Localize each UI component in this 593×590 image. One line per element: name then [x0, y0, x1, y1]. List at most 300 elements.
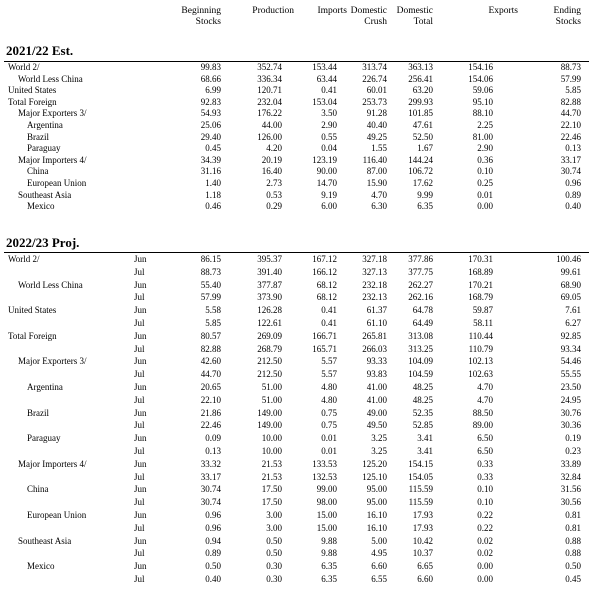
cell-value: 6.35: [417, 201, 433, 212]
header-beginning-stocks-line2: Stocks: [195, 17, 221, 27]
cell-value: 133.53: [312, 458, 337, 469]
cell-value: 0.89: [565, 189, 581, 200]
cell-value: 49.50: [366, 420, 387, 431]
row-label: World Less China: [18, 279, 83, 290]
cell-value: 327.13: [362, 266, 387, 277]
cell-value: 0.01: [477, 189, 493, 200]
cell-value: 95.00: [366, 497, 387, 508]
cell-value: 22.10: [560, 119, 581, 130]
cell-value: 15.90: [366, 177, 387, 188]
cell-value: 268.79: [257, 343, 282, 354]
cell-value: 33.89: [560, 458, 581, 469]
table-row: [0, 483, 593, 496]
cell-value: 10.37: [412, 548, 433, 559]
cell-value: 0.89: [205, 548, 221, 559]
cell-value: 5.00: [371, 535, 387, 546]
cell-value: 52.50: [412, 131, 433, 142]
cell-value: 86.15: [200, 254, 221, 264]
cell-value: 0.50: [565, 561, 581, 572]
table-row: [0, 279, 593, 292]
cell-value: 33.17: [200, 471, 221, 482]
row-label: Southeast Asia: [18, 189, 72, 200]
cell-value: 58.11: [473, 317, 493, 328]
cell-value: 265.81: [362, 330, 387, 341]
row-month: Jul: [134, 573, 145, 584]
cell-value: 313.25: [408, 343, 433, 354]
table-row: [0, 266, 593, 279]
table-row: [0, 573, 593, 586]
row-month: Jul: [134, 548, 145, 559]
cell-value: 6.60: [417, 573, 433, 584]
cell-value: 30.74: [560, 166, 581, 177]
cell-value: 4.80: [321, 394, 337, 405]
cell-value: 7.61: [565, 305, 581, 316]
cell-value: 377.86: [408, 254, 433, 264]
cell-value: 110.44: [468, 330, 493, 341]
cell-value: 0.81: [565, 522, 581, 533]
cell-value: 48.25: [412, 394, 433, 405]
cell-value: 0.33: [477, 458, 493, 469]
row-label: World 2/: [8, 62, 40, 72]
cell-value: 0.00: [477, 561, 493, 572]
cell-value: 166.71: [312, 330, 337, 341]
cell-value: 125.10: [362, 471, 387, 482]
cell-value: 17.50: [261, 484, 282, 495]
row-month: Jun: [134, 381, 147, 392]
row-label: European Union: [27, 509, 87, 520]
cell-value: 34.39: [200, 154, 221, 165]
cell-value: 5.85: [205, 317, 221, 328]
cell-value: 82.88: [200, 343, 221, 354]
cell-value: 0.29: [266, 201, 282, 212]
cell-value: 30.56: [560, 497, 581, 508]
cell-value: 16.10: [366, 522, 387, 533]
cell-value: 226.74: [362, 73, 387, 84]
cell-value: 0.22: [477, 509, 493, 520]
cell-value: 2.73: [266, 177, 282, 188]
cell-value: 262.27: [408, 279, 433, 290]
table-row: [0, 304, 593, 317]
table-row: [0, 432, 593, 445]
row-label: United States: [8, 305, 57, 316]
row-label: Total Foreign: [8, 96, 57, 107]
cell-value: 115.59: [408, 484, 433, 495]
cell-value: 10.00: [261, 445, 282, 456]
cell-value: 170.21: [468, 279, 493, 290]
row-month: Jul: [134, 522, 145, 533]
cell-value: 95.10: [472, 96, 493, 107]
cell-value: 3.00: [266, 522, 282, 533]
cell-value: 99.61: [560, 266, 581, 277]
row-month: Jul: [134, 266, 145, 277]
cell-value: 115.59: [408, 497, 433, 508]
row-month: Jun: [134, 254, 147, 264]
cell-value: 3.00: [266, 509, 282, 520]
header-production-line1: Production: [252, 6, 294, 16]
cell-value: 167.12: [312, 254, 337, 264]
cell-value: 0.53: [266, 189, 282, 200]
cell-value: 0.94: [205, 535, 221, 546]
cell-value: 42.60: [200, 356, 221, 367]
header-domestic-total: [397, 6, 433, 28]
cell-value: 0.45: [205, 143, 221, 154]
header-ending-stocks-line2: Stocks: [555, 17, 581, 27]
row-label: Brazil: [27, 131, 49, 142]
row-label: Southeast Asia: [18, 535, 72, 546]
cell-value: 21.53: [261, 458, 282, 469]
cell-value: 0.10: [477, 484, 493, 495]
cell-value: 61.10: [366, 317, 387, 328]
cell-value: 17.62: [412, 177, 433, 188]
cell-value: 51.00: [261, 394, 282, 405]
table-row: [0, 471, 593, 484]
table-row: [0, 62, 593, 74]
cell-value: 126.28: [257, 305, 282, 316]
cell-value: 33.32: [200, 458, 221, 469]
cell-value: 5.57: [321, 356, 337, 367]
cell-value: 4.80: [321, 381, 337, 392]
cell-value: 22.46: [200, 420, 221, 431]
cell-value: 22.10: [200, 394, 221, 405]
cell-value: 9.88: [321, 548, 337, 559]
cell-value: 5.85: [565, 85, 581, 96]
cell-value: 391.40: [257, 266, 282, 277]
cell-value: 120.71: [257, 85, 282, 96]
cell-value: 6.55: [371, 573, 387, 584]
section-title-2021-22: 2021/22 Est.: [6, 43, 74, 58]
cell-value: 44.70: [560, 108, 581, 119]
cell-value: 41.00: [366, 394, 387, 405]
cell-value: 101.85: [408, 108, 433, 119]
cell-value: 232.18: [362, 279, 387, 290]
cell-value: 68.12: [316, 279, 337, 290]
cell-value: 55.40: [200, 279, 221, 290]
cell-value: 6.35: [321, 573, 337, 584]
row-month: Jun: [134, 458, 147, 469]
cell-value: 269.09: [257, 330, 282, 341]
cell-value: 170.31: [468, 254, 493, 264]
cell-value: 89.00: [472, 420, 493, 431]
cell-value: 0.75: [321, 420, 337, 431]
row-label: World Less China: [18, 73, 83, 84]
cell-value: 0.02: [477, 548, 493, 559]
cell-value: 68.90: [560, 279, 581, 290]
cell-value: 6.27: [565, 317, 581, 328]
cell-value: 57.99: [560, 73, 581, 84]
row-month: Jun: [134, 356, 147, 367]
cell-value: 327.18: [362, 254, 387, 264]
cell-value: 0.96: [205, 522, 221, 533]
row-month: Jul: [134, 369, 145, 380]
table-row: [0, 190, 593, 202]
cell-value: 395.37: [257, 254, 282, 264]
cell-value: 100.46: [556, 254, 581, 264]
header-domestic-total-line1: Domestic: [396, 6, 433, 16]
cell-value: 10.00: [261, 433, 282, 444]
cell-value: 88.73: [560, 62, 581, 72]
cell-value: 15.00: [316, 509, 337, 520]
cell-value: 266.03: [362, 343, 387, 354]
cell-value: 0.10: [477, 497, 493, 508]
cell-value: 87.00: [366, 166, 387, 177]
cell-value: 55.55: [560, 369, 581, 380]
cell-value: 4.70: [477, 394, 493, 405]
header-domestic-crush: [351, 6, 387, 28]
table-row: [0, 509, 593, 522]
cell-value: 0.23: [565, 445, 581, 456]
cell-value: 30.36: [560, 420, 581, 431]
cell-value: 0.41: [321, 317, 337, 328]
cell-value: 59.87: [472, 305, 493, 316]
cell-value: 154.16: [468, 62, 493, 72]
cell-value: 0.00: [477, 201, 493, 212]
header-exports-line1: Exports: [488, 6, 518, 16]
cell-value: 0.36: [477, 154, 493, 165]
row-month: Jun: [134, 433, 147, 444]
cell-value: 17.93: [412, 509, 433, 520]
cell-value: 30.74: [200, 484, 221, 495]
cell-value: 1.67: [417, 143, 433, 154]
cell-value: 25.06: [200, 119, 221, 130]
cell-value: 3.25: [371, 433, 387, 444]
cell-value: 2.25: [477, 119, 493, 130]
cell-value: 64.78: [412, 305, 433, 316]
table-row: [0, 522, 593, 535]
section-title-2022-23: 2022/23 Proj.: [6, 235, 80, 250]
table-row: [0, 368, 593, 381]
cell-value: 9.19: [321, 189, 337, 200]
row-label: Argentina: [27, 381, 63, 392]
cell-value: 212.50: [257, 369, 282, 380]
cell-value: 6.99: [205, 85, 221, 96]
cell-value: 1.55: [371, 143, 387, 154]
cell-value: 4.95: [371, 548, 387, 559]
cell-value: 6.60: [371, 561, 387, 572]
cell-value: 4.70: [477, 381, 493, 392]
table-row: [0, 166, 593, 178]
cell-value: 52.85: [412, 420, 433, 431]
cell-value: 0.13: [565, 143, 581, 154]
cell-value: 69.05: [560, 292, 581, 303]
cell-value: 253.73: [362, 96, 387, 107]
cell-value: 0.01: [321, 433, 337, 444]
cell-value: 212.50: [257, 356, 282, 367]
cell-value: 41.00: [366, 381, 387, 392]
cell-value: 99.00: [316, 484, 337, 495]
row-label: Major Exporters 3/: [18, 108, 87, 119]
cell-value: 6.50: [477, 433, 493, 444]
cell-value: 52.35: [412, 407, 433, 418]
cell-value: 377.87: [257, 279, 282, 290]
cell-value: 31.16: [200, 166, 221, 177]
row-month: Jun: [134, 535, 147, 546]
table-row: [0, 291, 593, 304]
cell-value: 153.04: [312, 96, 337, 107]
cell-value: 0.46: [205, 201, 221, 212]
cell-value: 44.00: [261, 119, 282, 130]
cell-value: 0.01: [321, 445, 337, 456]
cell-value: 363.13: [408, 62, 433, 72]
cell-value: 176.22: [257, 108, 282, 119]
cell-value: 132.53: [312, 471, 337, 482]
table-body-2022-23: [0, 253, 593, 586]
table-row: [0, 132, 593, 144]
cell-value: 63.20: [412, 85, 433, 96]
cell-value: 51.00: [261, 381, 282, 392]
cell-value: 31.56: [560, 484, 581, 495]
header-domestic-crush-line2: Crush: [364, 17, 387, 27]
table-row: [0, 394, 593, 407]
cell-value: 16.40: [261, 166, 282, 177]
table-row: [0, 355, 593, 368]
cell-value: 23.50: [560, 381, 581, 392]
row-label: Argentina: [27, 119, 63, 130]
cell-value: 0.88: [565, 535, 581, 546]
cell-value: 68.66: [200, 73, 221, 84]
table-row: [0, 155, 593, 167]
row-month: Jun: [134, 305, 147, 316]
cell-value: 313.74: [362, 62, 387, 72]
cell-value: 106.72: [408, 166, 433, 177]
cell-value: 110.79: [468, 343, 493, 354]
row-label: Mexico: [27, 201, 55, 212]
cell-value: 6.35: [321, 561, 337, 572]
cell-value: 0.13: [205, 445, 221, 456]
cell-value: 16.10: [366, 509, 387, 520]
row-month: Jul: [134, 317, 145, 328]
cell-value: 33.17: [560, 154, 581, 165]
cell-value: 9.88: [321, 535, 337, 546]
cell-value: 373.90: [257, 292, 282, 303]
row-label: Total Foreign: [8, 330, 57, 341]
table-body-2021-22: [0, 62, 593, 213]
cell-value: 0.88: [565, 548, 581, 559]
cell-value: 0.45: [565, 573, 581, 584]
cell-value: 3.41: [417, 445, 433, 456]
cell-value: 14.70: [316, 177, 337, 188]
cell-value: 60.01: [366, 85, 387, 96]
cell-value: 3.25: [371, 445, 387, 456]
cell-value: 116.40: [362, 154, 387, 165]
header-production: [252, 6, 294, 17]
cell-value: 232.04: [257, 96, 282, 107]
cell-value: 377.75: [408, 266, 433, 277]
cell-value: 0.41: [321, 305, 337, 316]
cell-value: 165.71: [312, 343, 337, 354]
cell-value: 232.13: [362, 292, 387, 303]
header-ending-stocks: [554, 6, 581, 28]
row-label: Mexico: [27, 561, 55, 572]
cell-value: 6.65: [417, 561, 433, 572]
cell-value: 0.40: [565, 201, 581, 212]
cell-value: 168.79: [468, 292, 493, 303]
cell-value: 82.88: [560, 96, 581, 107]
cell-value: 0.30: [266, 573, 282, 584]
table-row: [0, 108, 593, 120]
cell-value: 2.90: [477, 143, 493, 154]
row-label: Major Importers 4/: [18, 154, 87, 165]
table-row: [0, 330, 593, 343]
cell-value: 1.40: [205, 177, 221, 188]
row-month: Jul: [134, 420, 145, 431]
header-ending-stocks-line1: Ending: [553, 6, 581, 16]
cell-value: 2.90: [321, 119, 337, 130]
cell-value: 95.00: [366, 484, 387, 495]
cell-value: 59.06: [472, 85, 493, 96]
cell-value: 299.93: [408, 96, 433, 107]
cell-value: 313.08: [408, 330, 433, 341]
cell-value: 168.89: [468, 266, 493, 277]
cell-value: 5.57: [321, 369, 337, 380]
header-imports-line1: Imports: [317, 6, 347, 16]
cell-value: 126.00: [257, 131, 282, 142]
cell-value: 63.44: [316, 73, 337, 84]
cell-value: 17.93: [412, 522, 433, 533]
cell-value: 29.40: [200, 131, 221, 142]
cell-value: 6.30: [371, 201, 387, 212]
cell-value: 10.42: [412, 535, 433, 546]
row-label: European Union: [27, 177, 87, 188]
cell-value: 0.33: [477, 471, 493, 482]
cell-value: 81.00: [472, 131, 493, 142]
cell-value: 5.58: [205, 305, 221, 316]
table-row: [0, 178, 593, 190]
table-row: [0, 317, 593, 330]
cell-value: 54.93: [200, 108, 221, 119]
row-label: Major Importers 4/: [18, 458, 87, 469]
cell-value: 256.41: [408, 73, 433, 84]
cell-value: 61.37: [366, 305, 387, 316]
cell-value: 166.12: [312, 266, 337, 277]
row-month: Jul: [134, 471, 145, 482]
row-label: Major Exporters 3/: [18, 356, 87, 367]
cell-value: 153.44: [312, 62, 337, 72]
cell-value: 336.34: [257, 73, 282, 84]
cell-value: 149.00: [257, 420, 282, 431]
row-month: Jul: [134, 497, 145, 508]
cell-value: 0.55: [321, 131, 337, 142]
header-exports: [488, 6, 518, 17]
cell-value: 0.04: [321, 143, 337, 154]
row-month: Jul: [134, 445, 145, 456]
header-domestic-total-line2: Total: [413, 17, 433, 27]
cell-value: 102.13: [468, 356, 493, 367]
table-row: [0, 253, 593, 266]
cell-value: 0.09: [205, 433, 221, 444]
cell-value: 122.61: [257, 317, 282, 328]
table-row: [0, 120, 593, 132]
row-month: Jun: [134, 484, 147, 495]
cell-value: 22.46: [560, 131, 581, 142]
cell-value: 0.02: [477, 535, 493, 546]
header-imports: [317, 6, 347, 17]
row-month: Jul: [134, 394, 145, 405]
row-label: World 2/: [8, 254, 40, 264]
table-row: [0, 407, 593, 420]
cell-value: 3.41: [417, 433, 433, 444]
row-month: Jun: [134, 509, 147, 520]
table-row: [0, 97, 593, 109]
cell-value: 15.00: [316, 522, 337, 533]
cell-value: 91.28: [366, 108, 387, 119]
cell-value: 0.96: [565, 177, 581, 188]
cell-value: 154.05: [408, 471, 433, 482]
cell-value: 0.30: [266, 561, 282, 572]
cell-value: 104.59: [408, 369, 433, 380]
row-label: Brazil: [27, 407, 49, 418]
row-label: Paraguay: [27, 433, 61, 444]
cell-value: 0.50: [266, 548, 282, 559]
